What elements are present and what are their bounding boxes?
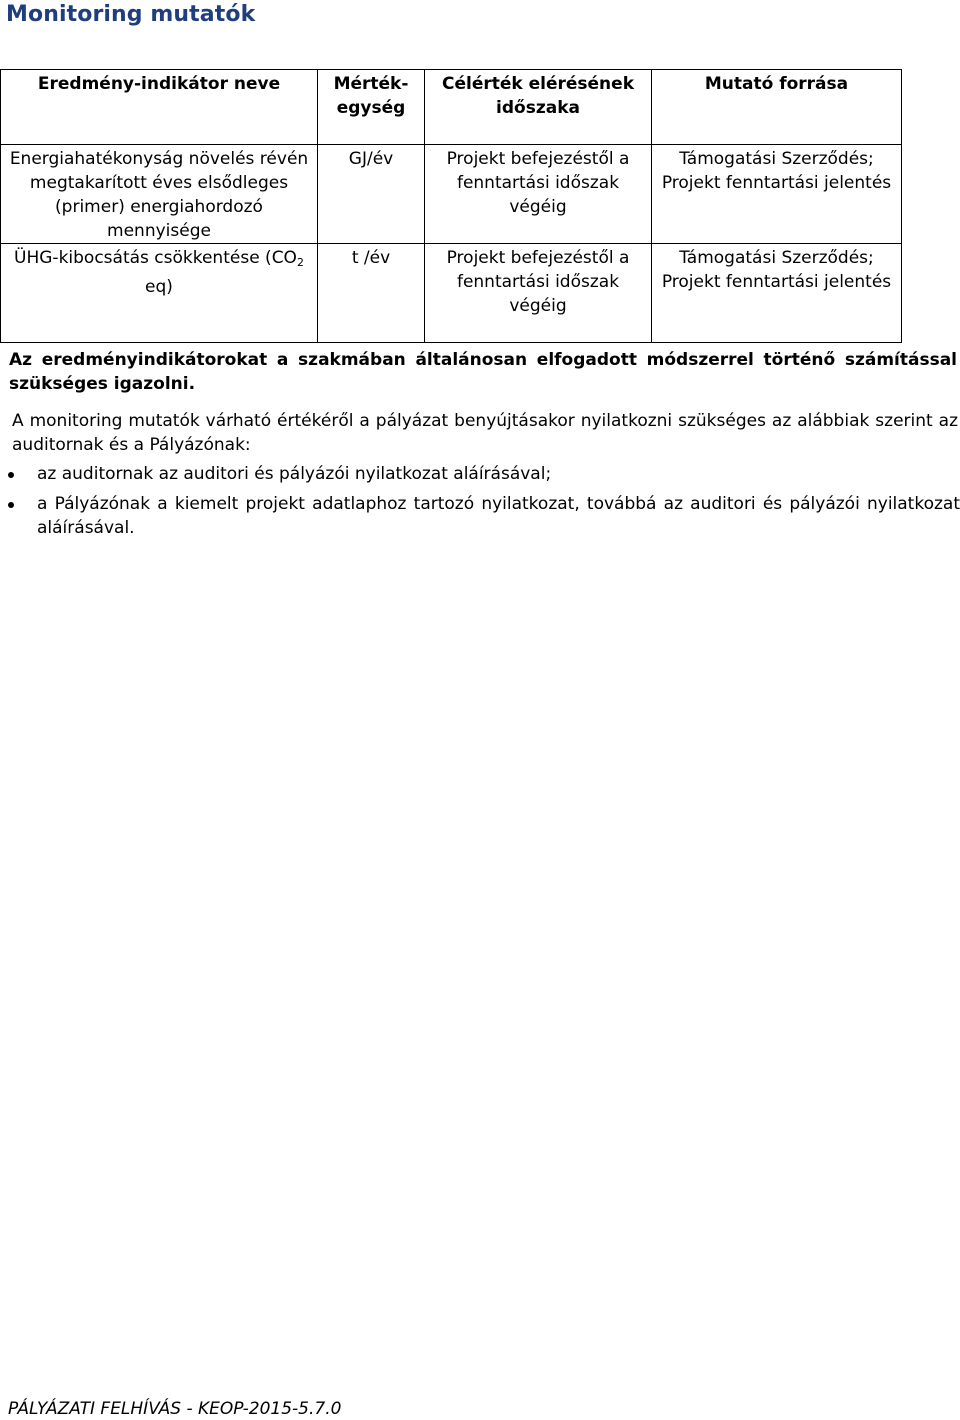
header-target-period: Célérték elérésének időszaka — [425, 70, 652, 145]
monitoring-paragraph: A monitoring mutatók várható értékéről a pályázat benyújtásakor nyilatkozni szükséges az alábbiak szerint az auditornak és a Pályázónak: — [12, 411, 958, 455]
indicator-name-subscript: 2 — [296, 256, 304, 269]
list-item-text: az auditornak az auditori és pályázói nyilatkozat aláírásával; — [37, 464, 552, 484]
page-title: Monitoring mutatók — [6, 2, 256, 27]
indicators-table — [0, 69, 902, 343]
verification-note: Az eredményindikátorokat a szakmában általánosan elfogadott módszerrel történő számítással szükséges igazolni. — [9, 350, 957, 394]
list-item — [0, 462, 960, 486]
source-cell: Támogatási Szerződés; Projekt fenntartási jelentés — [652, 145, 902, 244]
header-indicator-name: Eredmény-indikátor neve — [1, 70, 318, 145]
header-source: Mutató forrása — [652, 70, 902, 145]
table-row — [1, 244, 902, 343]
indicator-name-cell — [1, 244, 318, 343]
bullet-icon — [8, 502, 14, 508]
period-cell: Projekt befejezéstől a fenntartási időszak végéig — [425, 145, 652, 244]
list-item-text: a Pályázónak a kiemelt projekt adatlaphoz tartozó nyilatkozat, továbbá az auditori és pályázói nyilatkozat aláírásával. — [37, 494, 960, 538]
period-cell: Projekt befejezéstől a fenntartási időszak végéig — [425, 244, 652, 343]
unit-cell: GJ/év — [318, 145, 425, 244]
declaration-list — [0, 462, 960, 540]
indicator-name-suffix: eq) — [145, 277, 173, 297]
bullet-icon — [8, 472, 14, 478]
indicator-name-prefix: ÜHG-kibocsátás csökkentése (CO — [14, 248, 297, 268]
source-cell: Támogatási Szerződés; Projekt fenntartási jelentés — [652, 244, 902, 343]
unit-cell: t /év — [318, 244, 425, 343]
table-row — [1, 145, 902, 244]
header-unit: Mérték-egység — [318, 70, 425, 145]
indicator-name-cell: Energiahatékonyság növelés révén megtakarított éves elsődleges (primer) energiahordozó mennyisége — [1, 145, 318, 244]
table-header-row — [1, 70, 902, 145]
page-footer: PÁLYÁZATI FELHÍVÁS - KEOP-2015-5.7.0 — [8, 1399, 342, 1419]
list-item — [0, 492, 960, 540]
